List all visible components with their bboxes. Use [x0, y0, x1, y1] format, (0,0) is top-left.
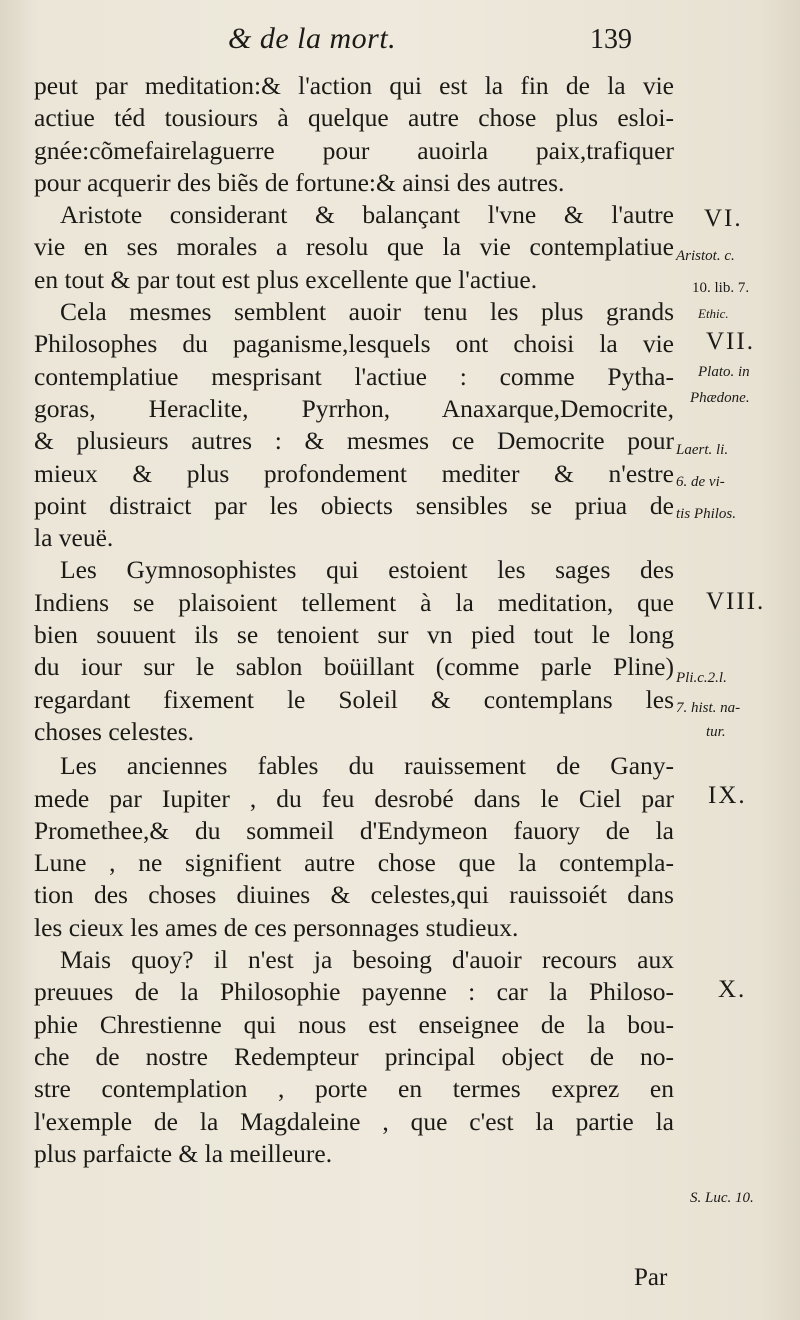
text-line: tion des choses diuines & celestes,qui rauissoiét dans: [34, 880, 674, 910]
section-number: VII.: [706, 328, 755, 355]
text-line: les cieux les ames de ces personnages studieux.: [34, 912, 519, 942]
text-line: Indiens se plaisoient tellement à la meditation, que: [34, 587, 674, 617]
margin-note: S. Luc. 10.: [690, 1190, 754, 1206]
text-line: Lune , ne signifient autre chose que la contempla-: [34, 848, 674, 878]
section-number: IX.: [708, 782, 747, 809]
text-line: en tout & par tout est plus excellente que l'actiue.: [34, 264, 538, 294]
text-line: plus parfaicte & la meilleure.: [34, 1138, 333, 1168]
text-line: bien souuent ils se tenoient sur vn pied tout le long: [34, 620, 674, 650]
margin-note: Plato. in: [698, 364, 750, 380]
text-line: stre contemplation , porte en termes exprez en: [34, 1074, 674, 1104]
text-line: che de nostre Redempteur principal object de no-: [34, 1041, 674, 1071]
text-line: phie Chrestienne qui nous est enseignee de la bou-: [34, 1009, 674, 1039]
text-line: & plusieurs autres : & mesmes ce Democrite pour: [34, 426, 674, 456]
catchword: Par: [634, 1264, 668, 1291]
text-line: peut par meditation:& l'action qui est la fin de la vie: [34, 71, 674, 100]
text-line: Mais quoy? il n'est ja besoing d'auoir recours aux: [60, 945, 674, 975]
text-line: actiue téd tousiours à quelque autre chose plus esloi-: [34, 103, 674, 133]
section-number: VIII.: [706, 588, 766, 615]
text-line: mede par Iupiter , du feu desrobé dans le Ciel par: [34, 783, 674, 813]
margin-note: tis Philos.: [676, 506, 737, 522]
text-line: Philosophes du paganisme,lesquels ont choisi la vie: [34, 329, 674, 359]
text-line: mieux & plus profondement mediter & n'estre: [34, 458, 674, 488]
text-line: preuues de la Philosophie payenne : car la Philoso-: [34, 977, 674, 1007]
text-line: la veuë.: [34, 523, 114, 553]
text-line: l'exemple de la Magdaleine , que c'est la partie la: [34, 1106, 674, 1136]
main-text: [34, 70, 674, 1170]
margin-note: 6. de vi-: [676, 474, 725, 490]
margin-note: 10. lib. 7.: [692, 280, 750, 296]
margin-note: Pli.c.2.l.: [676, 670, 727, 686]
page-number: 139: [590, 24, 632, 55]
margin-note: tur.: [706, 724, 726, 740]
section-number: X.: [718, 976, 747, 1003]
text-line: du iour sur le sablon boüillant (comme parle Pline): [34, 652, 674, 682]
text-line: choses celestes.: [34, 716, 195, 746]
text-line: gnée:cõmefairelaguerre pour auoirla paix,trafiquer: [34, 135, 674, 165]
text-line: point distraict par les obiects sensibles se priua de: [34, 490, 674, 520]
section-number: VI.: [704, 205, 743, 232]
margin-note: Phædone.: [690, 390, 750, 406]
margin-note: 7. hist. na-: [676, 700, 741, 716]
margin-note: Ethic.: [698, 306, 729, 321]
text-line: Les anciennes fables du rauissement de Gany-: [60, 751, 674, 781]
margin-note: Laert. li.: [676, 442, 729, 458]
text-line: Les Gymnosophistes qui estoient les sages des: [60, 555, 674, 585]
text-line: pour acquerir des biẽs de fortune:& ainsi des autres.: [34, 167, 565, 197]
margin-note: Aristot. c.: [676, 248, 735, 264]
text-line: vie en ses morales a resolu que la vie contemplatiue: [34, 232, 674, 262]
text-line: Cela mesmes semblent auoir tenu les plus grands: [60, 297, 674, 327]
running-header: & de la mort.: [228, 22, 397, 55]
text-line: goras, Heraclite, Pyrrhon, Anaxarque,Democrite,: [34, 393, 674, 423]
text-line: Promethee,& du sommeil d'Endymeon fauory de la: [34, 815, 674, 845]
text-line: contemplatiue mesprisant l'actiue : comme Pytha-: [34, 361, 674, 391]
text-line: Aristote considerant & balançant l'vne & l'autre: [60, 200, 674, 230]
text-line: regardant fixement le Soleil & contemplans les: [34, 684, 674, 714]
